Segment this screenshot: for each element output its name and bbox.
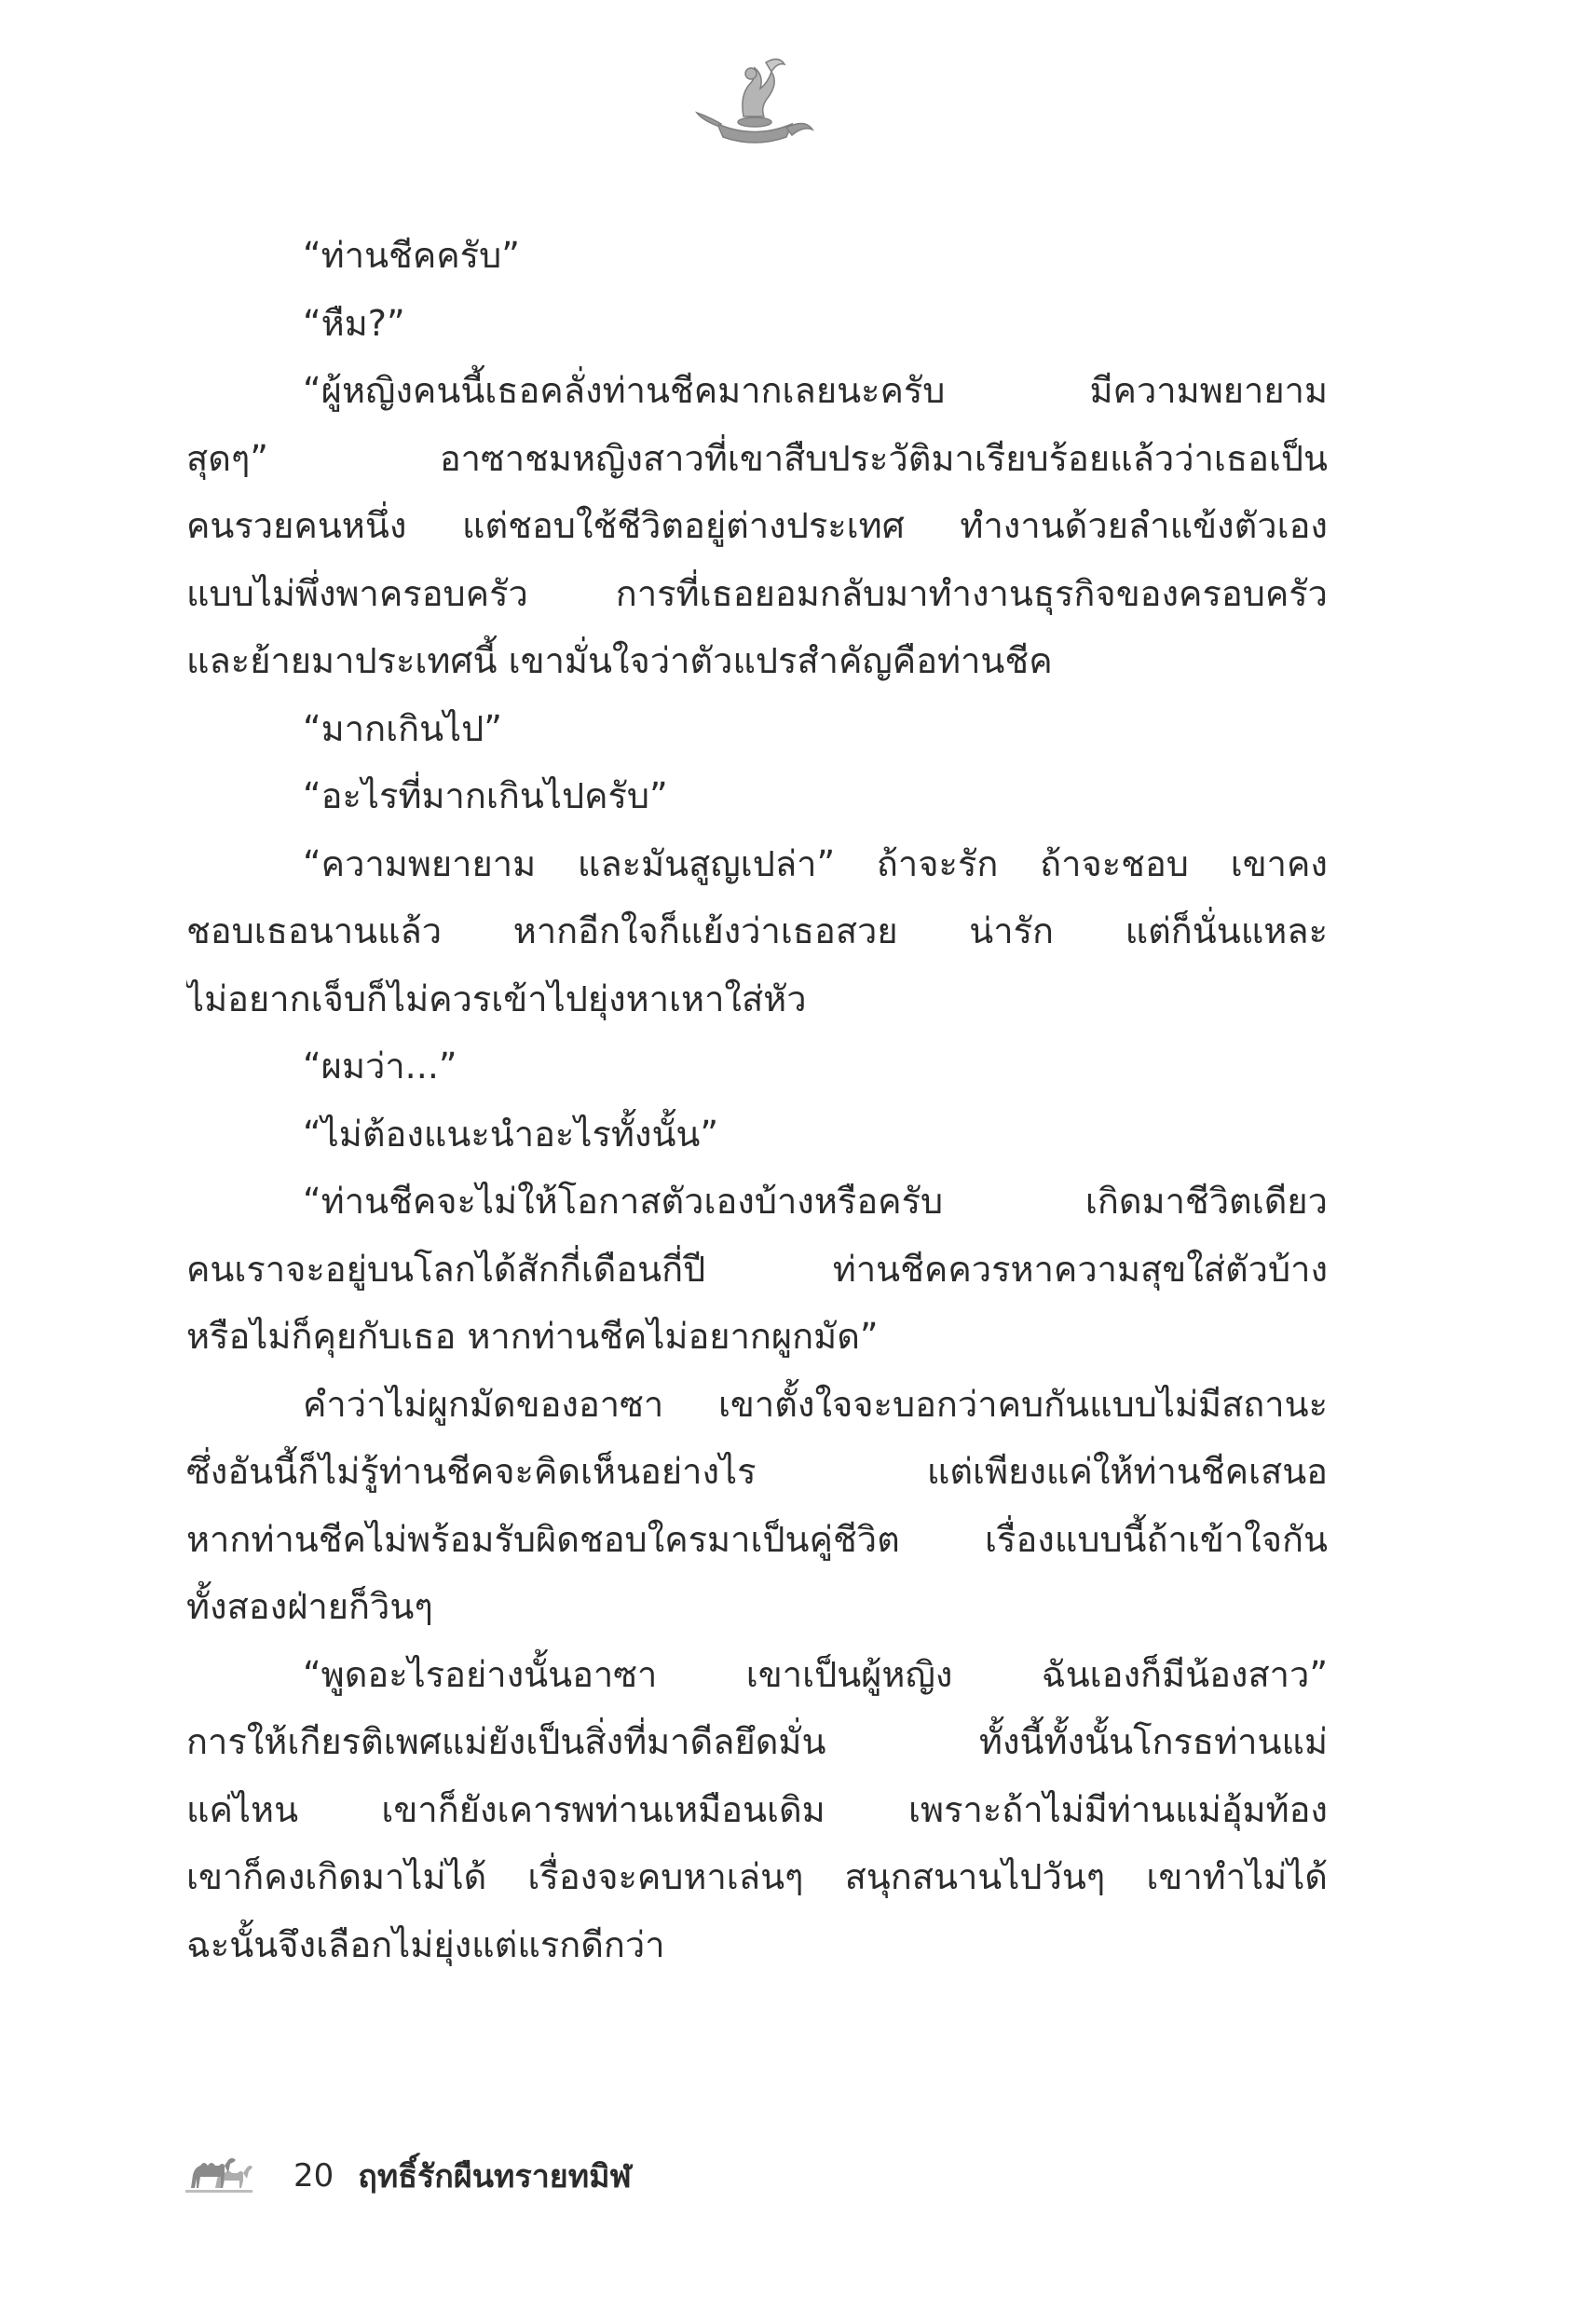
text-line: ซึ่งอันนี้ก็ไม่รู้ท่านชีคจะคิดเห็นอย่างไร แต่เพียงแค่ให้ท่านชีคเสนอ [186,1451,1328,1492]
text-line: “พูดอะไรอย่างนั้นอาซา เขาเป็นผู้หญิง ฉันเองก็มีน้องสาว” [303,1653,1328,1695]
text-line: หรือไม่ก็คุยกับเธอ หากท่านชีคไม่อยากผูกมัด” [186,1316,879,1357]
text-line: “ผมว่า...” [303,1046,457,1087]
text-line: คนเราจะอยู่บนโลกได้สักกี่เดือนกี่ปี ท่านชีคควรหาความสุขใส่ตัวบ้าง [186,1248,1328,1290]
genie-lamp-icon [689,51,820,154]
camel-icon [182,2153,256,2199]
text-line: ชอบเธอนานแล้ว หากอีกใจก็แย้งว่าเธอสวย น่ารัก แต่ก็นั่นแหละ [186,910,1328,951]
page-number: 20 [293,2157,334,2195]
text-line: คำว่าไม่ผูกมัดของอาซา เขาตั้งใจจะบอกว่าคบกันแบบไม่มีสถานะ [303,1383,1328,1425]
text-line: สุดๆ” อาซาชมหญิงสาวที่เขาสืบประวัติมาเรียบร้อยแล้วว่าเธอเป็น [186,437,1328,479]
text-line: “ผู้หญิงคนนี้เธอคลั่งท่านชีคมากเลยนะครับ มีความพยายาม [303,370,1328,411]
text-line: ทั้งสองฝ่ายก็วินๆ [186,1586,433,1627]
text-line: “ไม่ต้องแนะนำอะไรทั้งนั้น” [303,1113,719,1155]
text-line: แค่ไหน เขาก็ยังเคารพท่านเหมือนเดิม เพราะถ้าไม่มีท่านแม่อุ้มท้อง [186,1788,1328,1830]
page-footer [182,2148,632,2204]
text-line: เขาก็คงเกิดมาไม่ได้ เรื่องจะคบหาเล่นๆ สนุกสนานไปวันๆ เขาทำไม่ได้ [186,1856,1328,1897]
text-line: ฉะนั้นจึงเลือกไม่ยุ่งแต่แรกดีกว่า [186,1923,665,1965]
book-title: ฤทธิ์รักผืนทรายทมิฬ [358,2158,632,2195]
text-line: “หืม?” [303,302,405,344]
text-line: “อะไรที่มากเกินไปครับ” [303,775,668,816]
text-line: “ท่านชีคครับ” [303,235,520,276]
text-line: แบบไม่พึ่งพาครอบครัว การที่เธอยอมกลับมาทำงานธุรกิจของครอบครัว [186,572,1328,614]
text-line: “ท่านชีคจะไม่ให้โอกาสตัวเองบ้างหรือครับ เกิดมาชีวิตเดียว [303,1181,1328,1222]
text-line: คนรวยคนหนึ่ง แต่ชอบใช้ชีวิตอยู่ต่างประเทศ ทำงานด้วยลำแข้งตัวเอง [186,505,1328,546]
body-text [186,222,1328,1978]
text-line: ไม่อยากเจ็บก็ไม่ควรเข้าไปยุ่งหาเหาใส่หัว [186,978,807,1019]
text-line: การให้เกียรติเพศแม่ยังเป็นสิ่งที่มาดีลยึดมั่น ทั้งนี้ทั้งนั้นโกรธท่านแม่ [186,1721,1328,1762]
text-line: หากท่านชีคไม่พร้อมรับผิดชอบใครมาเป็นคู่ชีวิต เรื่องแบบนี้ถ้าเข้าใจกัน [186,1518,1328,1560]
text-line: และย้ายมาประเทศนี้ เขามั่นใจว่าตัวแปรสำคัญคือท่านชีค [186,640,1053,681]
text-line: “ความพยายาม และมันสูญเปล่า” ถ้าจะรัก ถ้าจะชอบ เขาคง [303,842,1328,884]
text-line: “มากเกินไป” [303,707,502,749]
